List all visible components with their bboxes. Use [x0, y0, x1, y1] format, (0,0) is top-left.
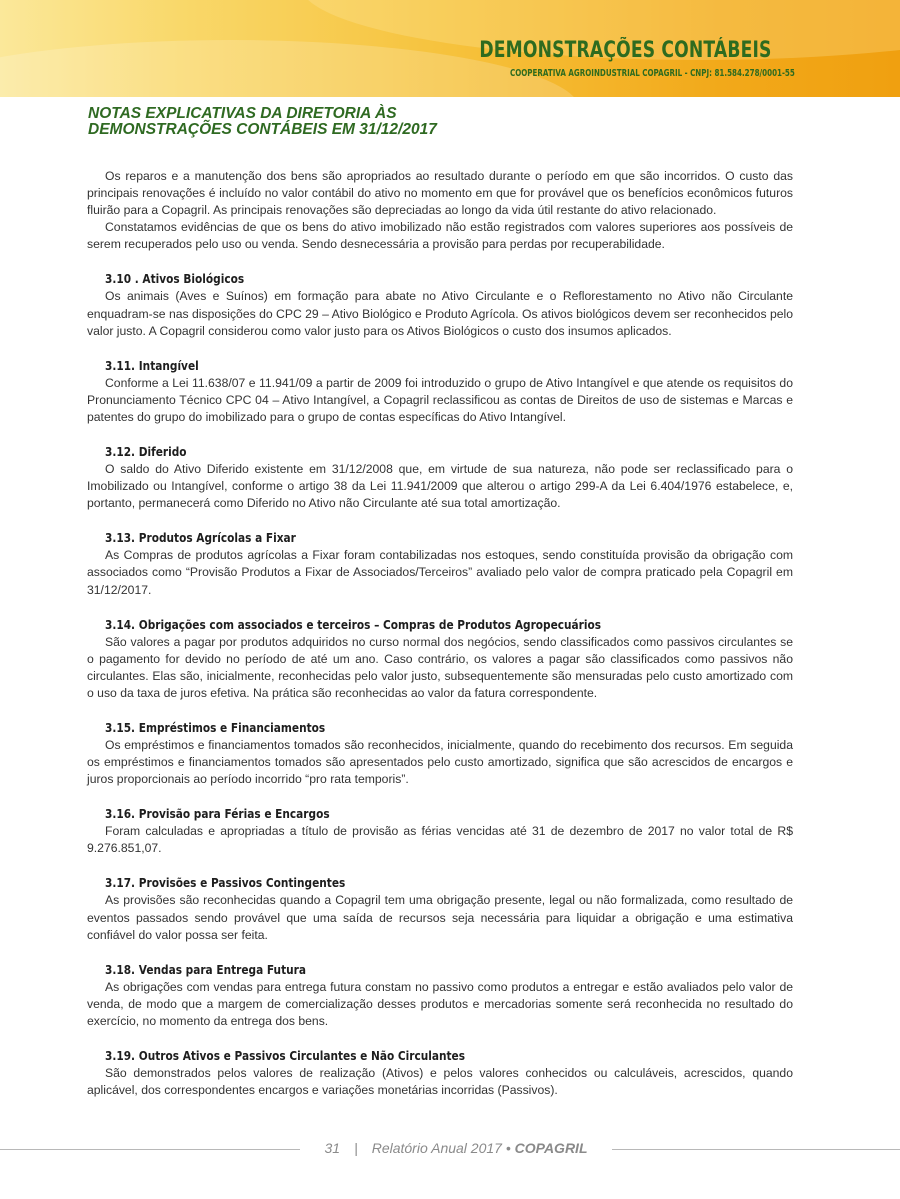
section-produtos-agricolas	[87, 530, 793, 598]
company-subtitle: COOPERATIVA AGROINDUSTRIAL COPAGRIL - CNPJ: 81.584.278/0001-55	[510, 68, 795, 79]
document-title: DEMONSTRAÇÕES CONTÁBEIS	[479, 38, 772, 63]
section-text: O saldo do Ativo Diferido existente em 31/12/2008 que, em virtude de sua natureza, não pode ser reclassificado para o Imobilizado ou Intangível, conforme o artigo 38 da Lei 11.941/2009 que alterou o artigo 299-A da Lei 6.404/1976 estabelece, e, portanto, permanecerá como Diferido no Ativo não Circulante até sua total amortização.	[87, 462, 793, 511]
section-heading: 3.14. Obrigações com associados e terceiros – Compras de Produtos Agropecuários	[105, 617, 602, 632]
section-text: As Compras de produtos agrícolas a Fixar foram contabilizadas nos estoques, sendo constituída provisão da obrigação com associados como “Provisão Produtos a Fixar de Associados/Terceiros” avaliado pelo valor de compra praticado pela Copagril em 31/12/2017.	[87, 548, 793, 597]
section-text: As provisões são reconhecidas quando a Copagril tem uma obrigação presente, legal ou não formalizada, como resultado de eventos passados sendo provável que uma saída de recursos seja necessária para liquidar a obrigação e uma estimativa confiável do valor possa ser feita.	[87, 893, 793, 942]
brand-name: COPAGRIL	[514, 1140, 588, 1156]
footer-bullet: •	[505, 1140, 511, 1156]
section-text: Os empréstimos e financiamentos tomados são reconhecidos, inicialmente, quando do recebimento dos recursos. Em seguida os empréstimos e financiamentos tomados são apresentados pelo custo amortizado, significa que são acrescidos de encargos e juros proporcionais ao período incorrido “pro rata temporis”.	[87, 737, 793, 787]
footer-divider	[612, 1149, 900, 1150]
footer-text	[300, 1140, 612, 1156]
intro-paragraph: Constatamos evidências de que os bens do ativo imobilizado não estão registrados com valores superiores aos possíveis de serem recuperados pelo uso ou venda. Sendo desnecessária a provisão para perdas por recuperabilidade.	[87, 220, 793, 252]
section-heading: 3.10 . Ativos Biológicos	[105, 272, 245, 287]
section-heading: 3.12. Diferido	[105, 445, 187, 460]
section-text: São valores a pagar por produtos adquiridos no curso normal dos negócios, sendo classificados como passivos circulantes se o pagamento for devido no período de até um ano. Caso contrário, os valores a pagar são classificados como passivos não circulantes. Elas são, inicialmente, reconhecidas pelo valor justo, subsequentemente são mensuradas pelo custo amortizado com o uso da taxa de juros efetiva. Na prática são reconhecidas ao valor da fatura correspondente.	[87, 634, 793, 700]
intro-paragraph: Os reparos e a manutenção dos bens são apropriados ao resultado durante o período em que são incorridos. O custo das principais renovações é incluído no valor contábil do ativo no momento em que for provável que os benefícios econômicos futuros fluirão para a Copagril. As principais renovações são depreciadas ao longo da vida útil restante do ativo relacionado.	[87, 169, 793, 218]
section-diferido	[87, 444, 793, 512]
header-band	[0, 0, 900, 97]
page-footer	[0, 1138, 900, 1162]
section-heading: 3.19. Outros Ativos e Passivos Circulantes e Não Circulantes	[105, 1049, 466, 1063]
footer-divider	[0, 1149, 300, 1150]
section-outros-ativos	[87, 1048, 793, 1099]
section-emprestimos	[87, 720, 793, 788]
section-vendas-entrega-futura	[87, 962, 793, 1030]
page-title-line: DEMONSTRAÇÕES CONTÁBEIS EM 31/12/2017	[88, 121, 437, 138]
section-heading: 3.11. Intangível	[105, 358, 199, 373]
section-text: As obrigações com vendas para entrega futura constam no passivo como produtos a entregar e estão avaliados pelo valor de venda, de modo que a margem de comercialização desses produtos e mercadorias somente será reconhecida no resultado do exercício, no momento da entrega dos bens.	[87, 979, 793, 1028]
section-provisoes-contingentes	[87, 875, 793, 943]
page-number: 31	[324, 1140, 341, 1156]
section-heading: 3.15. Empréstimos e Financiamentos	[105, 720, 326, 735]
document-body	[87, 168, 793, 1099]
section-obrigacoes	[87, 617, 793, 702]
section-heading: 3.17. Provisões e Passivos Contingentes	[105, 876, 346, 891]
section-heading: 3.13. Produtos Agrícolas a Fixar	[105, 531, 296, 546]
section-intangivel	[87, 358, 793, 426]
page-title	[88, 106, 437, 138]
section-text: Os animais (Aves e Suínos) em formação para abate no Ativo Circulante e o Reflorestamento no Ativo não Circulante enquadram-se nas disposições do CPC 29 – Ativo Biológico e Produto Agrícola. Os ativos biológicos devem ser reconhecidos pelo valor justo. A Copagril considerou como valor justo para os Ativos Biológicos o custo dos insumos aplicados.	[87, 289, 793, 338]
section-heading: 3.18. Vendas para Entrega Futura	[105, 962, 306, 977]
section-provisao-ferias	[87, 806, 793, 857]
report-name: Relatório Anual 2017	[371, 1140, 502, 1156]
page-title-line: NOTAS EXPLICATIVAS DA DIRETORIA ÀS	[88, 105, 397, 122]
section-ativos-biologicos	[87, 271, 793, 339]
section-text: Foram calculadas e apropriadas a título de provisão as férias vencidas até 31 de dezembro de 2017 no valor total de R$ 9.276.851,07.	[87, 824, 793, 856]
section-text: Conforme a Lei 11.638/07 e 11.941/09 a partir de 2009 foi introduzido o grupo de Ativo Intangível e que atende os requisitos do Pronunciamento Técnico CPC 04 – Ativo Intangível, a Copagril reclassificou as contas de Direitos de uso de sistemas e Marcas e patentes do grupo do imobilizado para o grupo de contas específicas do Ativo Intangível.	[87, 375, 793, 424]
section-heading: 3.16. Provisão para Férias e Encargos	[105, 807, 330, 822]
footer-separator: |	[354, 1140, 358, 1156]
section-text: São demonstrados pelos valores de realização (Ativos) e pelos valores conhecidos ou calculáveis, acrescidos, quando aplicável, dos correspondentes encargos e variações monetárias incorridas (Passivos).	[87, 1066, 793, 1098]
